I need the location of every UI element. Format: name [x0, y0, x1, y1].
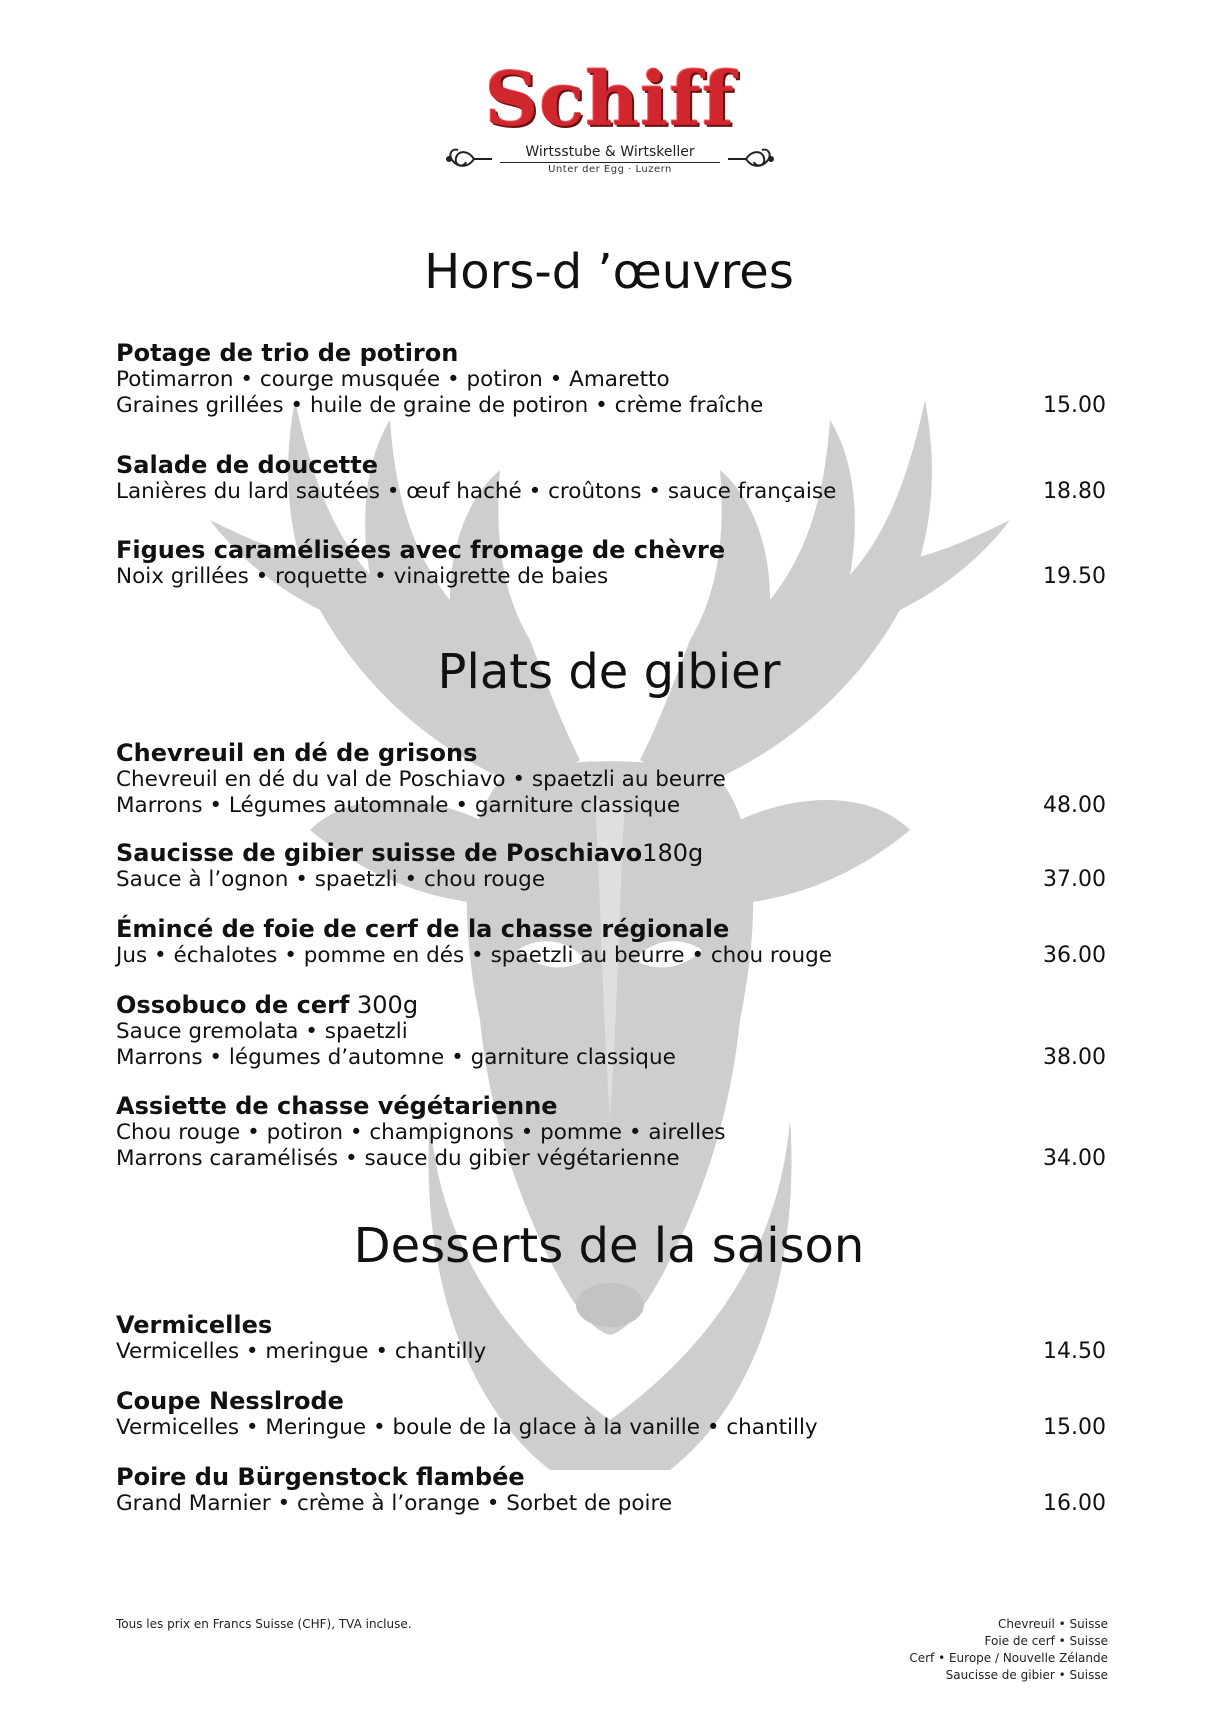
item-description: Grand Marnier • crème à l’orange • Sorbet de poire — [116, 1491, 673, 1516]
menu-item — [116, 1311, 1106, 1365]
item-description: Vermicelles • meringue • chantilly — [116, 1339, 487, 1364]
logo-subtitle-row — [440, 142, 780, 176]
item-price: 19.50 — [1043, 564, 1106, 589]
item-name: Ossobuco de cerf 300g — [116, 991, 419, 1019]
item-price: 38.00 — [1043, 1045, 1106, 1070]
flourish-ornament-icon — [726, 142, 776, 176]
origin-list — [909, 1616, 1108, 1684]
item-description: Sauce gremolata • spaetzli — [116, 1019, 408, 1044]
menu-item — [116, 739, 1106, 819]
logo-location: Unter der Egg · Luzern — [548, 164, 672, 175]
item-price: 15.00 — [1043, 393, 1106, 418]
item-description: Graines grillées • huile de graine de potiron • crème fraîche — [116, 393, 764, 418]
menu-item — [116, 339, 1106, 419]
item-description: Potimarron • courge musquée • potiron • Amaretto — [116, 367, 670, 392]
item-name: Saucisse de gibier suisse de Poschiavo180g — [116, 839, 704, 867]
item-price: 37.00 — [1043, 867, 1106, 892]
menu-item — [116, 991, 1106, 1071]
item-name: Assiette de chasse végétarienne — [116, 1092, 558, 1120]
section-title-hors-doeuvres: Hors-d ’œuvres — [424, 244, 794, 300]
menu-item — [116, 839, 1106, 893]
item-price: 14.50 — [1043, 1339, 1106, 1364]
item-name: Poire du Bürgenstock flambée — [116, 1463, 525, 1491]
item-description: Lanières du lard sautées • œuf haché • croûtons • sauce française — [116, 479, 837, 504]
item-description: Chou rouge • potiron • champignons • pomme • airelles — [116, 1120, 726, 1145]
restaurant-logo — [440, 57, 780, 200]
item-price: 18.80 — [1043, 479, 1106, 504]
logo-subtitle: Wirtsstube & Wirtskeller — [500, 142, 720, 163]
section-title-desserts: Desserts de la saison — [353, 1218, 865, 1274]
item-name: Figues caramélisées avec fromage de chèvre — [116, 536, 726, 564]
item-name: Potage de trio de potiron — [116, 339, 459, 367]
logo-name: Schiff — [484, 57, 736, 143]
item-description: Vermicelles • Meringue • boule de la glace à la vanille • chantilly — [116, 1415, 818, 1440]
origin-item: Saucisse de gibier • Suisse — [945, 1668, 1108, 1682]
item-name: Vermicelles — [116, 1311, 273, 1339]
origin-item: Chevreuil • Suisse — [998, 1617, 1108, 1631]
item-price: 34.00 — [1043, 1146, 1106, 1171]
item-name: Coupe Nesslrode — [116, 1387, 344, 1415]
origin-item: Foie de cerf • Suisse — [984, 1634, 1108, 1648]
item-name: Chevreuil en dé de grisons — [116, 739, 478, 767]
item-price: 16.00 — [1043, 1491, 1106, 1516]
item-description: Marrons caramélisés • sauce du gibier végétarienne — [116, 1146, 680, 1171]
item-description: Marrons • Légumes automnale • garniture classique — [116, 793, 681, 818]
origin-item: Cerf • Europe / Nouvelle Zélande — [909, 1651, 1108, 1665]
menu-item — [116, 1387, 1106, 1441]
menu-item — [116, 536, 1106, 590]
item-description: Jus • échalotes • pomme en dés • spaetzli au beurre • chou rouge — [116, 943, 832, 968]
section-title-plats-de-gibier: Plats de gibier — [437, 644, 781, 700]
item-description: Chevreuil en dé du val de Poschiavo • spaetzli au beurre — [116, 767, 726, 792]
menu-item — [116, 915, 1106, 969]
price-note: Tous les prix en Francs Suisse (CHF), TVA incluse. — [116, 1617, 412, 1631]
item-name: Émincé de foie de cerf de la chasse régionale — [116, 915, 730, 943]
menu-item — [116, 1463, 1106, 1517]
item-description: Noix grillées • roquette • vinaigrette de baies — [116, 564, 609, 589]
item-description: Marrons • légumes d’automne • garniture classique — [116, 1045, 676, 1070]
menu-item — [116, 1092, 1106, 1172]
item-description: Sauce à l’ognon • spaetzli • chou rouge — [116, 867, 546, 892]
item-name: Salade de doucette — [116, 451, 379, 479]
item-price: 15.00 — [1043, 1415, 1106, 1440]
menu-item — [116, 451, 1106, 505]
flourish-ornament-icon — [444, 142, 494, 176]
item-price: 48.00 — [1043, 793, 1106, 818]
item-price: 36.00 — [1043, 943, 1106, 968]
